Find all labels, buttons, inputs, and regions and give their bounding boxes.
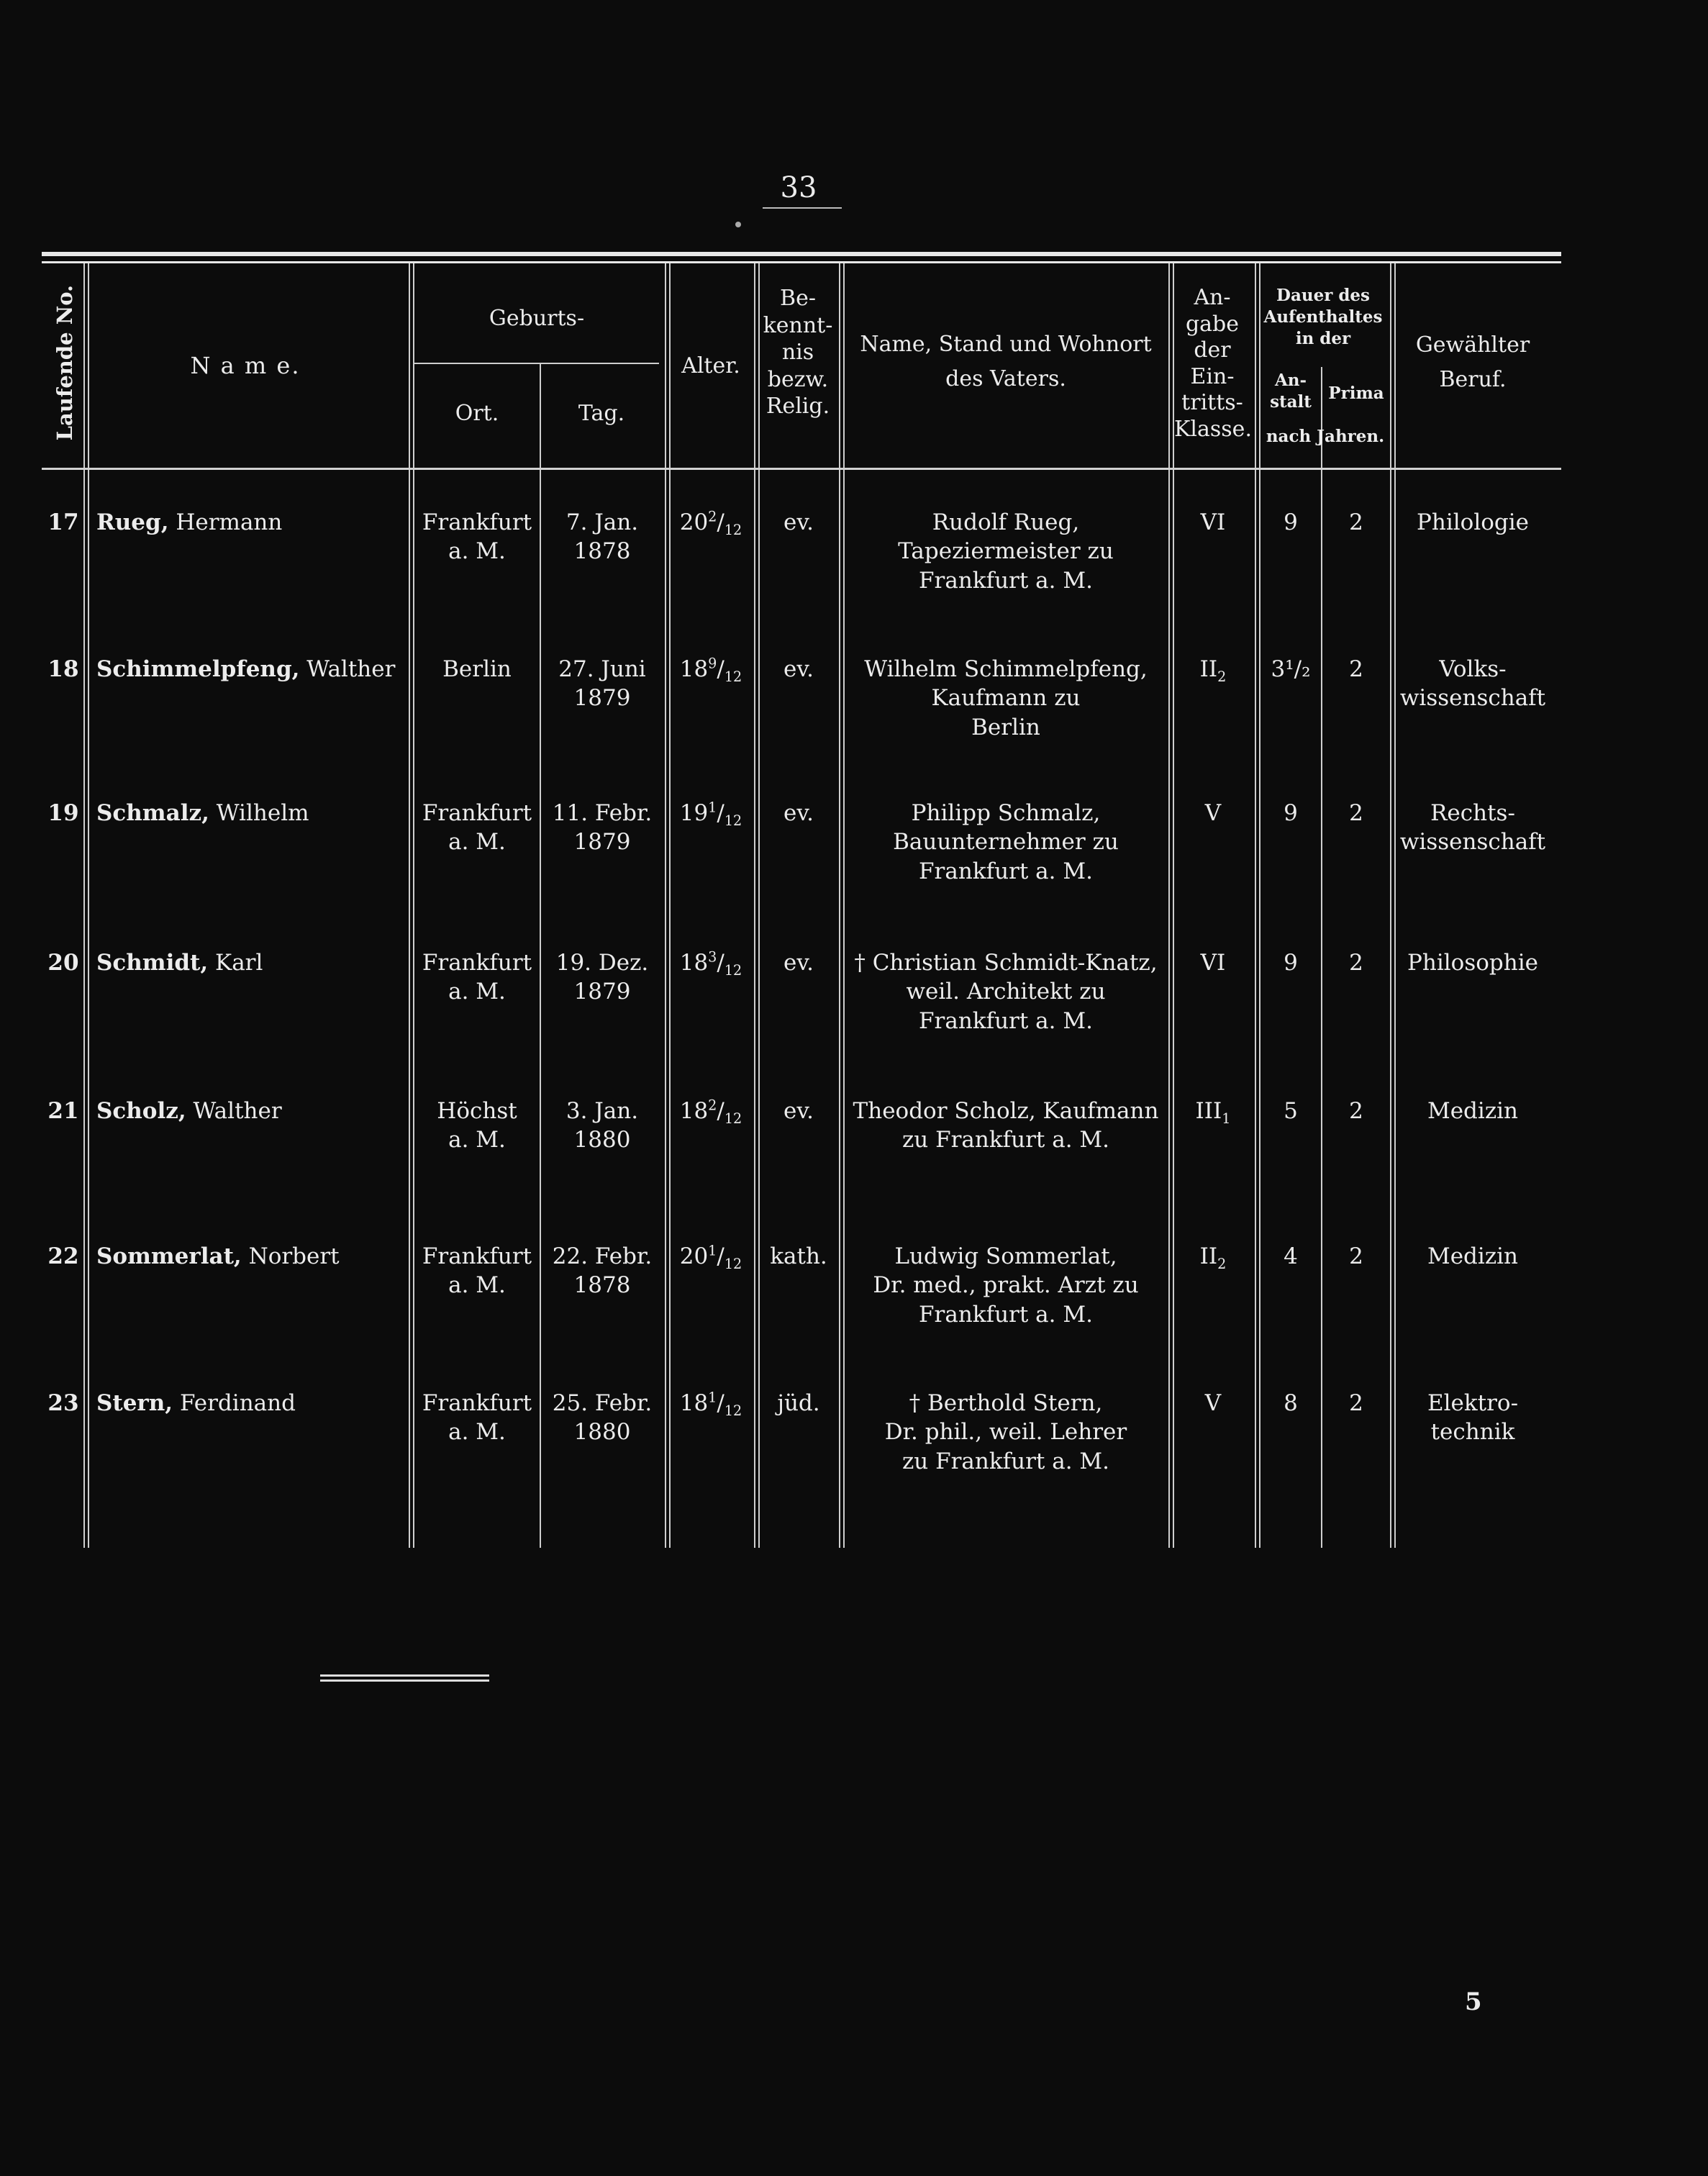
- chosen-profession: Elektro- technik: [1427, 1390, 1519, 1446]
- section-end-rule: [320, 1674, 489, 1677]
- birthplace: Höchst a. M.: [437, 1098, 517, 1153]
- birth-date: 22. Febr. 1878: [552, 1243, 653, 1299]
- sheet-signature: 5: [1465, 1987, 1482, 2016]
- birthplace: Frankfurt a. M.: [422, 1243, 532, 1299]
- given-name: Norbert: [248, 1243, 340, 1269]
- given-name: Wilhelm: [216, 800, 309, 826]
- person-name: [96, 799, 407, 828]
- chosen-profession: Philologie: [1417, 509, 1529, 535]
- person-name: [96, 1097, 407, 1125]
- years-institution: 9: [1284, 509, 1298, 535]
- surname: Schimmelpfeng,: [96, 656, 300, 682]
- age: $18^3/_{12}$: [679, 948, 742, 979]
- religion: jüd.: [777, 1390, 820, 1416]
- age: $18^2/_{12}$: [679, 1097, 742, 1128]
- header-beruf: Gewählter Beruf.: [1415, 332, 1530, 392]
- row-number: 20: [47, 950, 79, 976]
- column-divider: [1255, 263, 1256, 1548]
- surname: Schmalz,: [96, 800, 209, 826]
- religion: ev.: [783, 509, 814, 535]
- column-divider: [1390, 263, 1391, 1548]
- age: $20^2/_{12}$: [679, 508, 742, 539]
- father-info: Ludwig Sommerlat, Dr. med., prakt. Arzt zu Frankfurt a. M.: [873, 1243, 1139, 1328]
- entry-class: VI: [1200, 950, 1226, 976]
- chosen-profession: Rechts- wissenschaft: [1399, 800, 1546, 856]
- entry-class: VI: [1200, 509, 1226, 535]
- religion: ev.: [783, 800, 814, 826]
- column-divider: [1168, 263, 1170, 1548]
- birthplace: Frankfurt a. M.: [422, 509, 532, 565]
- birth-date: 25. Febr. 1880: [552, 1390, 653, 1446]
- person-name: [96, 948, 407, 977]
- father-info: Wilhelm Schimmelpfeng, Kaufmann zu Berlin: [864, 656, 1148, 740]
- birth-date: 19. Dez. 1879: [555, 950, 649, 1005]
- birthplace: Frankfurt a. M.: [422, 950, 532, 1005]
- years-institution: 5: [1284, 1098, 1298, 1124]
- entry-class: V: [1204, 1390, 1222, 1416]
- column-divider: [839, 263, 840, 1548]
- entry-class: V: [1204, 800, 1222, 826]
- chosen-profession: Medizin: [1427, 1098, 1519, 1124]
- header-angabe: An- gabe der Ein- tritts- Klasse.: [1174, 285, 1252, 442]
- birthplace: Berlin: [442, 656, 512, 682]
- row-number: 23: [47, 1390, 79, 1416]
- religion: ev.: [783, 950, 814, 976]
- father-info: † Berthold Stern, Dr. phil., weil. Lehrer zu Frankfurt a. M.: [884, 1390, 1127, 1474]
- geburts-subrule: [414, 363, 659, 364]
- row-number: 19: [47, 800, 79, 826]
- given-name: Hermann: [176, 509, 283, 535]
- birth-date: 3. Jan. 1880: [565, 1098, 639, 1153]
- column-divider: [409, 263, 410, 1548]
- father-info: Philipp Schmalz, Bauunternehmer zu Frankfurt a. M.: [893, 800, 1119, 884]
- years-prima: 2: [1349, 1243, 1363, 1269]
- father-info: Rudolf Rueg, Tapeziermeister zu Frankfurt a. M.: [898, 509, 1114, 594]
- chosen-profession: Volks- wissenschaft: [1399, 656, 1546, 712]
- age: $18^9/_{12}$: [679, 655, 742, 686]
- chosen-profession: Medizin: [1427, 1243, 1519, 1269]
- column-divider: [665, 263, 666, 1548]
- header-vater: Name, Stand und Wohnort des Vaters.: [860, 332, 1152, 391]
- person-name: [96, 508, 407, 537]
- column-divider: [83, 263, 85, 1548]
- age: $18^1/_{12}$: [679, 1389, 742, 1420]
- surname: Sommerlat,: [96, 1243, 242, 1269]
- header-name: N a m e.: [190, 352, 301, 379]
- birth-date: 7. Jan. 1878: [565, 509, 639, 565]
- ink-dot: [735, 222, 741, 227]
- column-divider: [1321, 367, 1322, 1548]
- birth-date: 11. Febr. 1879: [552, 800, 653, 856]
- years-prima: 2: [1349, 1390, 1363, 1416]
- header-dauer: Dauer des Aufenthaltes in der: [1263, 286, 1383, 348]
- years-institution: 8: [1284, 1390, 1298, 1416]
- age: $19^1/_{12}$: [679, 799, 742, 830]
- header-alter: Alter.: [681, 353, 740, 378]
- age: $20^1/_{12}$: [679, 1242, 742, 1273]
- surname: Rueg,: [96, 509, 169, 535]
- row-number: 17: [47, 509, 79, 535]
- header-ort: Ort.: [455, 401, 499, 426]
- row-number: 18: [47, 656, 79, 682]
- father-info: Theodor Scholz, Kaufmann zu Frankfurt a. M.: [853, 1098, 1159, 1153]
- table-top-rule: [42, 252, 1561, 256]
- birth-date: 27. Juni 1879: [558, 656, 646, 712]
- birthplace: Frankfurt a. M.: [422, 1390, 532, 1446]
- header-separator: [42, 468, 1561, 470]
- page-number-rule: [763, 207, 842, 209]
- row-number: 21: [47, 1098, 79, 1124]
- given-name: Walther: [306, 656, 396, 682]
- surname: Schmidt,: [96, 950, 209, 976]
- given-name: Walther: [193, 1098, 282, 1124]
- header-anstalt: An- stalt: [1270, 371, 1312, 412]
- religion: ev.: [783, 1098, 814, 1124]
- religion: kath.: [770, 1243, 827, 1269]
- header-prima: Prima: [1328, 384, 1384, 403]
- birthplace: Frankfurt a. M.: [422, 800, 532, 856]
- years-prima: 2: [1349, 950, 1363, 976]
- chosen-profession: Philosophie: [1407, 950, 1538, 976]
- given-name: Ferdinand: [179, 1390, 296, 1416]
- years-prima: 2: [1349, 509, 1363, 535]
- surname: Scholz,: [96, 1098, 186, 1124]
- header-laufende-no: Laufende No.: [52, 284, 77, 441]
- entry-class: $II_2$: [1199, 656, 1227, 686]
- section-end-rule: [320, 1679, 489, 1682]
- row-number: 22: [47, 1243, 79, 1269]
- years-institution: 9: [1284, 950, 1298, 976]
- header-nach-jahren: nach Jahren.: [1266, 427, 1385, 446]
- table-top-rule-thin: [42, 261, 1561, 263]
- header-bekenntnis: Be- kennt- nis bezw. Relig.: [763, 286, 833, 419]
- years-prima: 2: [1349, 800, 1363, 826]
- entry-class: $II_2$: [1199, 1243, 1227, 1273]
- column-divider: [754, 263, 755, 1548]
- person-name: [96, 655, 407, 684]
- given-name: Karl: [215, 950, 263, 976]
- person-name: [96, 1242, 407, 1271]
- surname: Stern,: [96, 1390, 173, 1416]
- years-prima: 2: [1349, 656, 1363, 682]
- years-prima: 2: [1349, 1098, 1363, 1124]
- years-institution: 4: [1284, 1243, 1298, 1269]
- years-institution: 3¹/₂: [1271, 656, 1311, 682]
- father-info: † Christian Schmidt-Knatz, weil. Architekt zu Frankfurt a. M.: [854, 950, 1158, 1034]
- entry-class: $III_1$: [1195, 1098, 1231, 1128]
- religion: ev.: [783, 656, 814, 682]
- header-geburts: Geburts-: [489, 306, 585, 331]
- page-number: 33: [780, 171, 817, 204]
- header-tag: Tag.: [578, 401, 625, 426]
- years-institution: 9: [1284, 800, 1298, 826]
- person-name: [96, 1389, 407, 1418]
